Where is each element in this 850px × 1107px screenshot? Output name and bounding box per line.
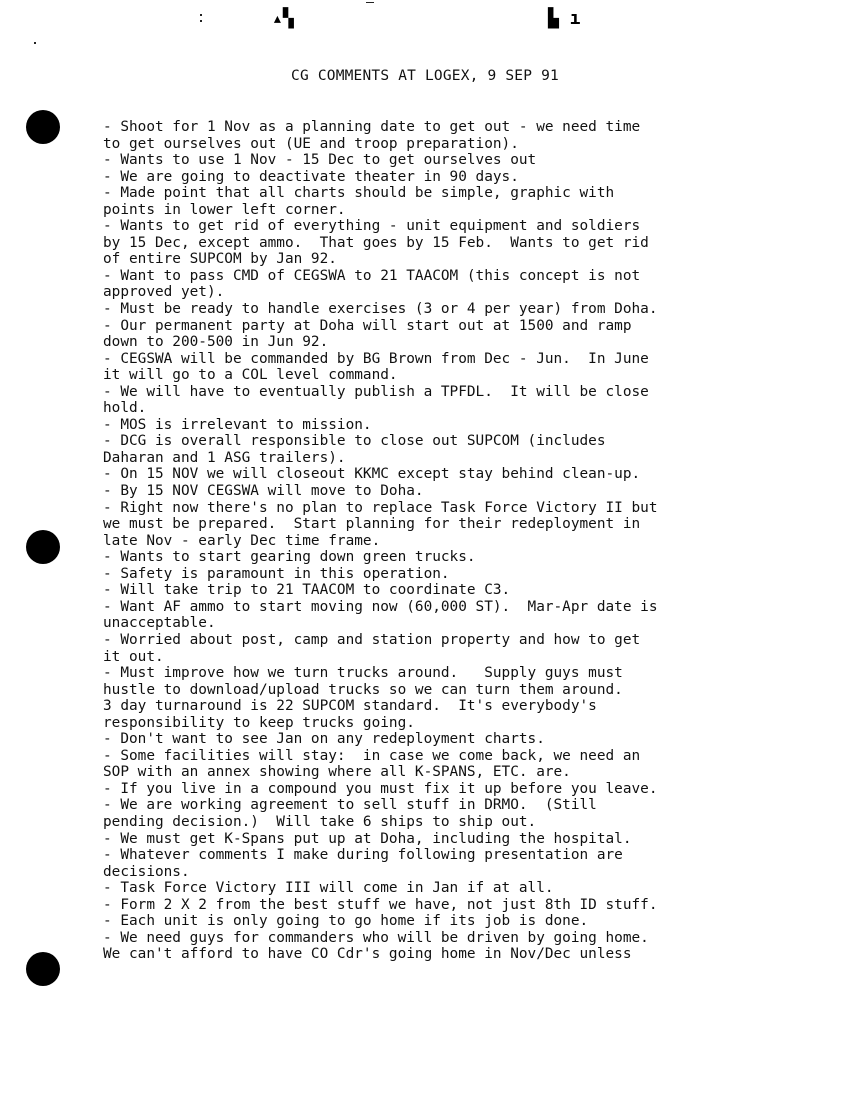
comment-line: unacceptable. (103, 615, 216, 632)
comment-line: - Will take trip to 21 TAACOM to coordinate C3. (103, 582, 511, 599)
comment-line: - Task Force Victory III will come in Jan if at all. (103, 880, 554, 897)
comment-line: responsibility to keep trucks going. (103, 714, 415, 731)
punch-hole-icon (26, 952, 60, 986)
comment-line: - Safety is paramount in this operation. (103, 565, 450, 582)
scan-speck (366, 2, 374, 3)
comment-line: We can't afford to have CO Cdr's going home in Nov/Dec unless (103, 946, 632, 963)
scan-speck (200, 20, 202, 22)
comment-line: hustle to download/upload trucks so we can turn them around. (103, 681, 623, 698)
comment-line: - Our permanent party at Doha will start out at 1500 and ramp (103, 317, 632, 334)
page-title: CG COMMENTS AT LOGEX, 9 SEP 91 (291, 68, 559, 84)
comments-body (103, 119, 803, 963)
comment-line: - CEGSWA will be commanded by BG Brown from Dec - Jun. In June (103, 350, 649, 367)
comment-line: down to 200-500 in Jun 92. (103, 334, 329, 351)
comment-line: - We are working agreement to sell stuff in DRMO. (Still (103, 797, 597, 814)
comment-line: approved yet). (103, 284, 225, 301)
punch-hole-icon (26, 530, 60, 564)
comment-line: pending decision.) Will take 6 ships to ship out. (103, 813, 537, 830)
comment-line: - If you live in a compound you must fix it up before you leave. (103, 780, 658, 797)
comment-line: it out. (103, 648, 164, 665)
comment-line: - DCG is overall responsible to close out SUPCOM (includes (103, 433, 606, 450)
comment-line: - We must get K-Spans put up at Doha, including the hospital. (103, 830, 632, 847)
comment-line: - Wants to get rid of everything - unit equipment and soldiers (103, 218, 641, 235)
comment-line: - Must be ready to handle exercises (3 or 4 per year) from Doha. (103, 301, 658, 318)
comment-line: - Each unit is only going to go home if its job is done. (103, 913, 589, 930)
comment-line: of entire SUPCOM by Jan 92. (103, 251, 337, 268)
comment-line: - We need guys for commanders who will be driven by going home. (103, 929, 649, 946)
scan-mark-icon: ▴▚ (272, 8, 294, 29)
comment-line: hold. (103, 400, 147, 417)
comment-line: - Don't want to see Jan on any redeployment charts. (103, 731, 545, 748)
comment-line: - Wants to start gearing down green trucks. (103, 549, 476, 566)
scan-speck (200, 14, 202, 16)
comment-line: - Whatever comments I make during following presentation are (103, 847, 623, 864)
comment-line: Daharan and 1 ASG trailers). (103, 449, 346, 466)
scan-speck (34, 42, 36, 44)
comment-line: by 15 Dec, except ammo. That goes by 15 Feb. Wants to get rid (103, 234, 649, 251)
comment-line: - By 15 NOV CEGSWA will move to Doha. (103, 483, 424, 500)
comment-line: points in lower left corner. (103, 201, 346, 218)
comment-line: - Right now there's no plan to replace Task Force Victory II but (103, 499, 658, 516)
comment-line: SOP with an annex showing where all K-SPANS, ETC. are. (103, 764, 571, 781)
comment-line: - Form 2 X 2 from the best stuff we have, not just 8th ID stuff. (103, 896, 658, 913)
comment-line: - Worried about post, camp and station property and how to get (103, 631, 641, 648)
comment-line: - On 15 NOV we will closeout KKMC except stay behind clean-up. (103, 466, 641, 483)
comment-line: - We are going to deactivate theater in 90 days. (103, 168, 519, 185)
comment-line: late Nov - early Dec time frame. (103, 532, 381, 549)
comment-line: it will go to a COL level command. (103, 367, 398, 384)
comment-line: - Some facilities will stay: in case we come back, we need an (103, 747, 641, 764)
comment-line: - Shoot for 1 Nov as a planning date to get out - we need time (103, 119, 641, 135)
comment-line: - Made point that all charts should be simple, graphic with (103, 185, 615, 202)
comment-line: - Want AF ammo to start moving now (60,000 ST). Mar-Apr date is (103, 598, 658, 615)
comment-line: - MOS is irrelevant to mission. (103, 416, 372, 433)
scan-mark-icon: ▙ ı (548, 8, 581, 29)
comment-line: to get ourselves out (UE and troop preparation). (103, 135, 519, 152)
comment-line: - Want to pass CMD of CEGSWA to 21 TAACOM (this concept is not (103, 267, 641, 284)
comment-line: - We will have to eventually publish a TPFDL. It will be close (103, 383, 649, 400)
punch-hole-icon (26, 110, 60, 144)
comment-line: we must be prepared. Start planning for their redeployment in (103, 516, 641, 533)
comment-line: - Wants to use 1 Nov - 15 Dec to get ourselves out (103, 152, 537, 169)
comment-line: - Must improve how we turn trucks around. Supply guys must (103, 665, 623, 682)
comment-line: 3 day turnaround is 22 SUPCOM standard. It's everybody's (103, 698, 597, 715)
comment-line: decisions. (103, 863, 190, 880)
